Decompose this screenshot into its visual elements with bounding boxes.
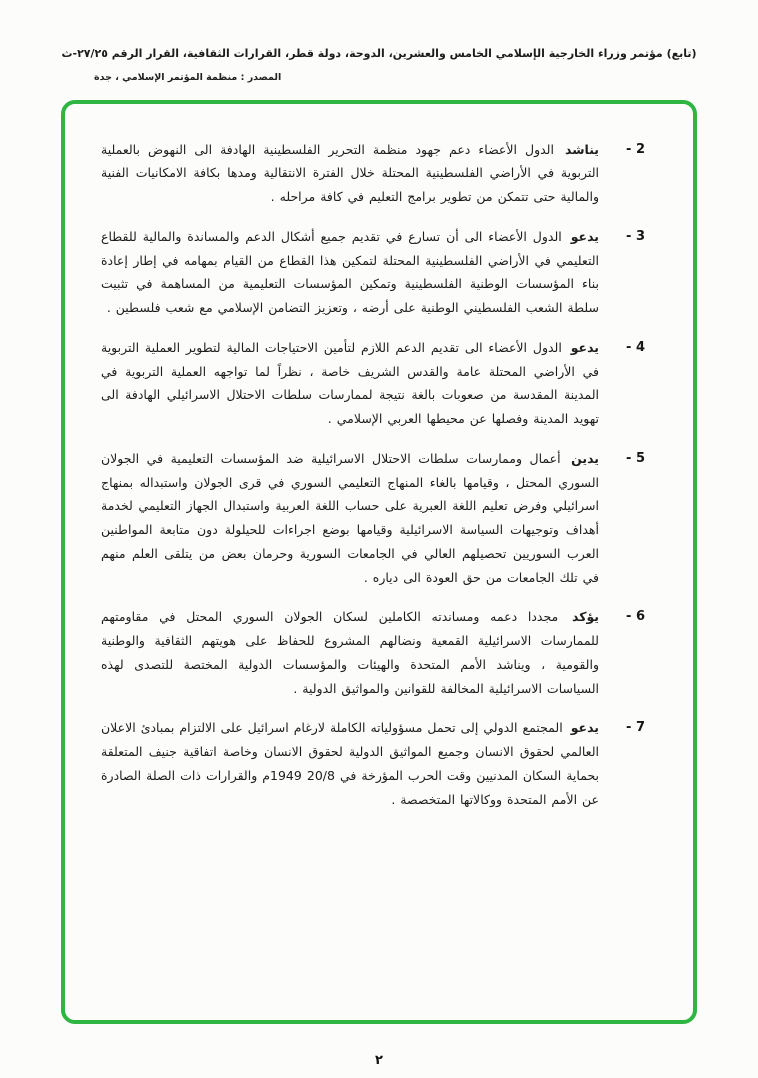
item-lead-word: يناشد (564, 141, 599, 157)
item-number: 4 - (626, 339, 645, 355)
resolution-item-3 (101, 225, 645, 320)
resolution-item-5 (101, 447, 645, 590)
document-source-line: المصدر : منظمة المؤتمر الإسلامي ، جدة (94, 71, 282, 83)
item-body: الدول الأعضاء الى تقديم الدعم اللازم لتأمين الاحتياجات المالية لتطوير العملية التربوية في الأراضي المحتلة عامة والقدس الشريف خاصة ، نظراً لما تواجهه العملية التربوية في المدينة المقدسة من صعوبات بالغة نتيجة لممارسات سلطات الاحتلال الاسرائيلي الهادفة الى تهويد المدينة وفصلها عن محيطها العربي الإسلامي . (101, 339, 599, 426)
item-number: 3 - (626, 228, 645, 244)
item-body: الدول الأعضاء الى أن تسارع في تقديم جميع أشكال الدعم والمساندة والمالية للقطاع التعليمي في الأراضي الفلسطينية المحتلة لتمكين هذا القطاع من القيام بمهامه في إطار إعادة بناء المؤسسات الوطنية الفلسطينية وتمكين المؤسسات التعليمية من المساهمة في تثبيت سلطة الشعب الفلسطيني الوطنية على أرضه ، وتعزيز التضامن الإسلامي مع شعب فلسطين . (101, 228, 599, 315)
page-number: ٢ (375, 1053, 383, 1068)
item-text (101, 225, 599, 320)
item-number: 7 - (626, 720, 645, 736)
item-number: 6 - (626, 609, 645, 625)
resolution-item-2 (101, 138, 645, 209)
resolution-frame (61, 100, 697, 1024)
resolution-item-4 (101, 336, 645, 431)
document-title: (تابع) مؤتمر وزراء الخارجية الإسلامي الخامس والعشرين، الدوحة، دولة قطر، القرارات الثقافية، القرار الرقم ٢٧/٢٥-ث (61, 47, 697, 60)
item-text (101, 138, 599, 209)
item-text (101, 605, 599, 700)
item-number: 5 - (626, 450, 645, 466)
item-text (101, 336, 599, 431)
resolution-item-7 (101, 716, 645, 811)
item-lead-word: يدعو (570, 720, 599, 736)
item-body: المجتمع الدولي إلى تحمل مسؤولياته الكاملة لارغام اسرائيل على الالتزام بمبادئ الاعلان العالمي لحقوق الانسان وجميع المواثيق الدولية لحقوق الانسان وخاصة اتفاقية جنيف المتعلقة بحماية السكان المدنيين وقت الحرب المؤرخة في 20/8 1949م والقرارات ذات الصلة الصادرة عن الأمم المتحدة ووكالاتها المتخصصة . (101, 720, 599, 807)
item-text (101, 716, 599, 811)
item-lead-word: يدين (571, 450, 599, 466)
item-lead-word: يدعو (570, 228, 599, 244)
document-header (0, 0, 758, 83)
item-lead-word: يدعو (570, 339, 599, 355)
item-text (101, 447, 599, 590)
item-number: 2 - (626, 141, 645, 157)
item-body: مجددا دعمه ومساندته الكاملين لسكان الجولان السوري المحتل في مقاومتهم للممارسات الاسرائيلية القمعية ونضالهم المشروع للحفاظ على هويتهم الثقافية والوطنية والقومية ، ويناشد الأمم المتحدة والهيئات والمؤسسات الدولية المختصة للتصدى لهذه السياسات الاسرائيلية المخالفة للقوانين والمواثيق الدولية . (101, 609, 599, 696)
item-body: الدول الأعضاء دعم جهود منظمة التحرير الفلسطينية الهادفة الى النهوض بالعملية التربوية في الأراضي الفلسطينية المحتلة خلال الفترة الانتقالية ومدها بكافة الامكانيات الفنية والمالية حتى تتمكن من تطوير برامج التعليم في كافة مراحله . (101, 141, 599, 204)
item-lead-word: يؤكد (571, 609, 599, 625)
resolution-item-6 (101, 605, 645, 700)
item-body: أعمال وممارسات سلطات الاحتلال الاسرائيلية ضد المؤسسات التعليمية في الجولان السوري المحتل ، وقيامها بالغاء المنهاج التعليمي السوري في قرى الجولان واستبداله بمنهاج اسرائيلي وفرض تعليم اللغة العبرية على حساب اللغة العربية واستبدال الجهاز التعليمي لخدمة أهداف وتوجيهات السياسة الاسرائيلية وقيامها بوضع اجراءات للحيلولة دون متابعة المواطنين العرب السوريين تحصيلهم العالي في الجامعات السورية وحرمان بعض من يتلقى العلم منهم في تلك الجامعات من حق العودة الى دياره . (101, 450, 599, 585)
